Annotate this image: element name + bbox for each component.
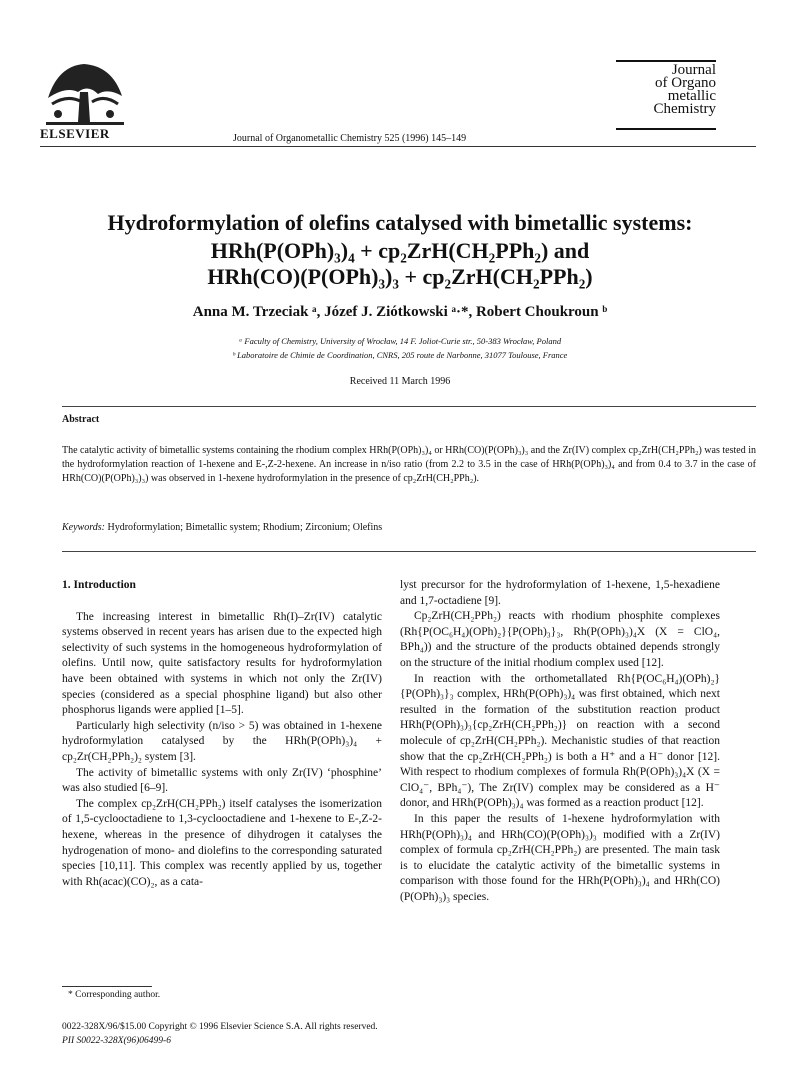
author-list: Anna M. Trzeciak ᵃ, Józef J. Ziótkowski ᵃ·*, Robert Choukroun ᵇ xyxy=(192,304,608,320)
pii-line: PII S0022-328X(96)06499-6 xyxy=(62,1036,171,1046)
journal-logo-line: metallic xyxy=(667,88,716,104)
keywords-list: Hydroformylation; Bimetallic system; Rhodium; Zirconium; Olefins xyxy=(107,522,383,533)
copyright-line: 0022-328X/96/$15.00 Copyright © 1996 Elsevier Science S.A. All rights reserved. xyxy=(62,1022,378,1032)
affiliation: ᵃ Faculty of Chemistry, University of Wrocław, 14 F. Joliot-Curie str., 50-383 Wrocław, Poland xyxy=(238,336,562,346)
journal-logo-line: Journal xyxy=(671,62,716,78)
affiliation: ᵇ Laboratoire de Chimie de Coordination, CNRS, 205 route de Narbonne, 31077 Toulouse, France xyxy=(232,350,568,360)
elsevier-tree-logo xyxy=(38,58,130,126)
right-column xyxy=(400,578,720,905)
abstract-text: The catalytic activity of bimetallic systems containing the rhodium complex HRh(P(OPh)₃)₄ or HRh(CO)(P(OPh)₃)₃ and the Zr(IV) complex cp₂ZrH(CH₂PPh₂) was tested in the hydroformylation reaction of 1-hexene and E-,Z-2-hexene. An increase in n/iso ratio (from 2.2 to 3.5 in the case of HRh(P(OPh)₃)₄ and from 0.4 to 3.7 in the case of HRh(CO)(P(OPh)₃)₃) was observed in 1-hexene hydroformylation in the presence of cp₂ZrH(CH₂PPh₂). xyxy=(62,445,756,484)
paragraph: In this paper the results of 1-hexene hydroformylation with HRh(P(OPh)₃)₄ and HRh(CO)(P(OPh)₃)₃ modified with a Zr(IV) complex of formula cp₂ZrH(CH₂PPh₂) are presented. The main task is to elucidate the catalytic activity of the bimetallic systems in comparison with those found for the HRh(P(OPh)₃)₄ and HRh(CO)(P(OPh)₃)₃ species. xyxy=(400,812,720,903)
paragraph: In reaction with the orthometallated Rh{P(OC₆H₄)(OPh)₂}{P(OPh)₃}₃ complex, HRh(P(OPh)₃)₄ was first obtained, which next resulted in the formation of the substitution reaction product HRh(P(OPh)₃)₃{cp₂ZrH(CH₂PPh₂)} on reaction with a second molecule of cp₂ZrH(CH₂PPh₂). Mechanistic studies of that reaction show that the cp₂ZrH(CH₂PPh₂) is both a H⁺ and a H⁻ donor [12]. With respect to rhodium complexes of formula Rh(P(OPh)₃)₄X (X = ClO₄⁻, BPh₄⁻), The Zr(IV) complex may be considered as a H⁻ donor, and HRh(P(OPh)₃)₄ was formed as a reaction product [12]. xyxy=(400,672,720,810)
paragraph: lyst precursor for the hydroformylation of 1-hexene, 1,5-hexadiene and 1,7-octadiene [9]. xyxy=(400,579,720,607)
journal-logo xyxy=(616,64,716,116)
keywords-label: Keywords: xyxy=(62,522,105,533)
received-date: Received 11 March 1996 xyxy=(349,376,451,387)
publisher-name: ELSEVIER xyxy=(40,126,110,141)
title-formula-line: HRh(P(OPh)₃)₄ + cp₂ZrH(CH₂PPh₂) and xyxy=(210,238,590,263)
footnote-divider xyxy=(62,986,152,987)
abstract-heading: Abstract xyxy=(62,414,100,425)
paragraph: The complex cp₂ZrH(CH₂PPh₂) itself catalyses the isomerization of 1,5-cyclooctadiene to 1,3-cyclooctadiene and 1-hexene to E-,Z-2-hexene, whereas in the presence of dihydrogen it catalyses the hydrogenation of mono- and diolefins to the corresponding saturated species [10,11]. This complex was recently applied by us, together with Rh(acac)(CO)₂, as a cata- xyxy=(62,797,382,888)
left-column xyxy=(62,578,382,890)
abstract-divider-top xyxy=(62,406,756,407)
section-heading: 1. Introduction xyxy=(62,579,136,591)
journal-logo-line: Chemistry xyxy=(653,101,716,117)
paragraph: Particularly high selectivity (n/iso > 5) was obtained in 1-hexene hydroformylation catalysed by the HRh(P(OPh)₃)₄ + cp₂Zr(CH₂PPh₂)₂ system [3]. xyxy=(62,719,382,763)
header-divider xyxy=(40,146,756,147)
journal-logo-line: of Organo xyxy=(655,75,716,91)
journal-citation: Journal of Organometallic Chemistry 525 (1996) 145–149 xyxy=(233,133,467,144)
article-title: Hydroformylation of olefins catalysed with bimetallic systems: xyxy=(107,210,693,235)
journal-logo-rule-bottom xyxy=(616,128,716,130)
keywords xyxy=(62,522,756,533)
paragraph: The activity of bimetallic systems with only Zr(IV) ‘phosphine’ was also studied [6–9]. xyxy=(62,766,382,795)
paragraph: Cp₂ZrH(CH₂PPh₂) reacts with rhodium phosphite complexes (Rh{P(OC₆H₄)(OPh)₂}{P(OPh)₃}₃, Rh(P(OPh)₃)₄X (X = ClO₄, BPh₄)) and the structure of the products obtained depends strongly on the structure of the initial rhodium complex used [12]. xyxy=(400,610,720,669)
footnote: * Corresponding author. xyxy=(68,990,161,1000)
paragraph: The increasing interest in bimetallic Rh(I)–Zr(IV) catalytic systems observed in recent years has arisen due to the expected high selectivity of such systems in the homogeneous hydroformylation of olefins. Until now, quite satisfactory results for hydroformylation have been obtained with systems in which not only the Zr(IV) species (considered as a special phosphine ligand) but also other phosphorus ligands were applied [1–5]. xyxy=(62,610,382,717)
title-formula-line: HRh(CO)(P(OPh)₃)₃ + cp₂ZrH(CH₂PPh₂) xyxy=(207,264,593,289)
abstract-divider-bottom xyxy=(62,551,756,552)
